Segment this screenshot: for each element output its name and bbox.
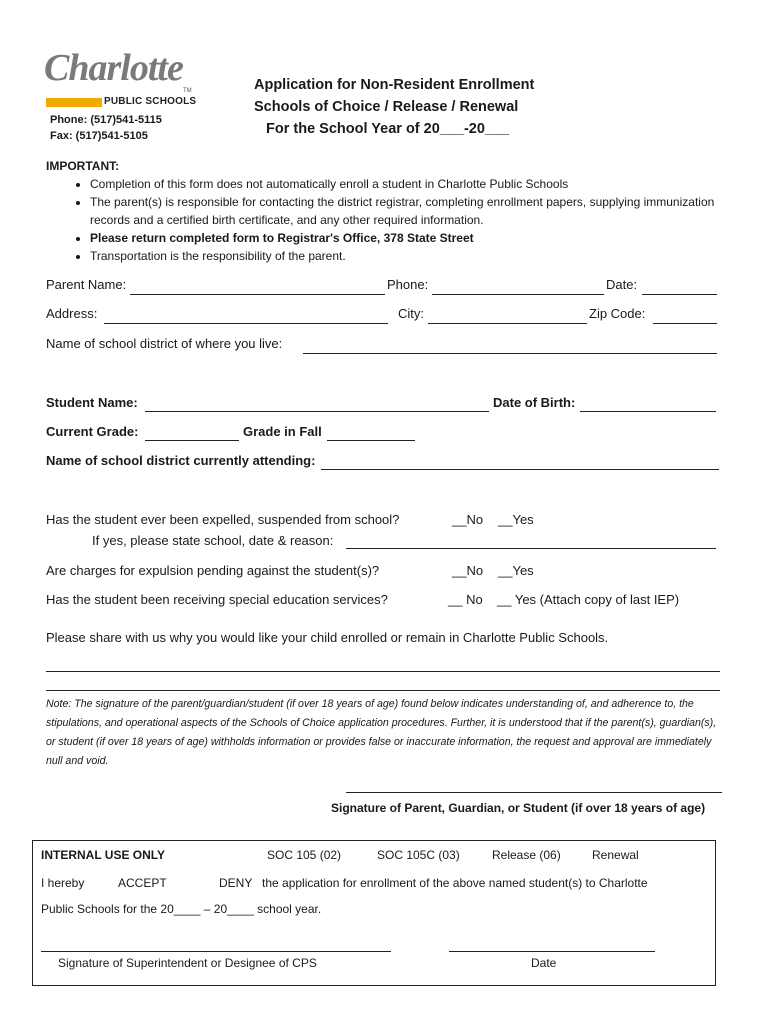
important-list	[48, 175, 750, 265]
current-district-field[interactable]	[321, 469, 719, 470]
pending-no-option[interactable]: __No	[452, 563, 484, 578]
share-reason-line-1[interactable]	[46, 671, 720, 672]
important-heading: IMPORTANT:	[46, 159, 120, 173]
share-reason-line-2[interactable]	[46, 690, 720, 691]
grade-in-fall-label: Grade in Fall	[243, 424, 322, 439]
grade-in-fall-field[interactable]	[327, 440, 415, 441]
share-reason-prompt: Please share with us why you would like your child enrolled or remain in Charlotte Public Schools.	[46, 630, 609, 645]
dob-label: Date of Birth:	[493, 395, 576, 410]
internal-date-label: Date	[531, 956, 557, 970]
zip-field[interactable]	[653, 323, 717, 324]
special-ed-question: Has the student been receiving special education services?	[46, 592, 388, 607]
soc-105c-option[interactable]: SOC 105C (03)	[377, 848, 460, 862]
parent-date-label: Date:	[606, 277, 638, 292]
internal-date-field[interactable]	[449, 951, 655, 952]
internal-use-heading: INTERNAL USE ONLY	[41, 848, 166, 862]
important-item: • Transportation is the responsibility of the parent.	[90, 247, 750, 265]
current-grade-label: Current Grade:	[46, 424, 139, 439]
renewal-option[interactable]: Renewal	[592, 848, 639, 862]
application-text: the application for enrollment of the above named student(s) to Charlotte	[262, 876, 648, 890]
student-name-field[interactable]	[145, 411, 489, 412]
special-ed-yes-option[interactable]: __ Yes (Attach copy of last IEP)	[497, 592, 680, 607]
parent-name-field[interactable]	[130, 294, 385, 295]
parent-phone-field[interactable]	[432, 294, 604, 295]
city-field[interactable]	[428, 323, 587, 324]
expelled-details-field[interactable]	[346, 548, 716, 549]
parent-signature-field[interactable]	[346, 792, 722, 793]
important-item: • Please return completed form to Registrar's Office, 378 State Street	[90, 229, 750, 247]
address-field[interactable]	[104, 323, 388, 324]
deny-option[interactable]: DENY	[219, 876, 253, 890]
release-option[interactable]: Release (06)	[492, 848, 561, 862]
pending-yes-option[interactable]: __Yes	[498, 563, 534, 578]
special-ed-no-option[interactable]: __ No	[448, 592, 483, 607]
pending-charges-question: Are charges for expulsion pending against the student(s)?	[46, 563, 380, 578]
school-year-text: Public Schools for the 20____ – 20____ school year.	[41, 902, 322, 916]
city-label: City:	[398, 306, 424, 321]
current-grade-field[interactable]	[145, 440, 239, 441]
expelled-no-option[interactable]: __No	[452, 512, 484, 527]
parent-phone-label: Phone:	[387, 277, 429, 292]
form-title-line-1: Application for Non-Resident Enrollment	[254, 77, 535, 93]
accept-option[interactable]: ACCEPT	[118, 876, 167, 890]
legal-note: Note: The signature of the parent/guardian/student (if over 18 years of age) found below indicates understanding of, and adherence to, the stipulations, and operational aspects of the Schools of Choice application procedures. Further, it is understood that if the parent(s), guardian(s), or student (if over 18 years of age) withholds information or provides false or inaccurate information, the request and approval are immediately null and void.	[46, 698, 717, 767]
parent-signature-label: Signature of Parent, Guardian, or Student (if over 18 years of age)	[331, 801, 706, 815]
logo-trademark: TM	[183, 88, 192, 94]
logo-subtitle: PUBLIC SCHOOLS	[104, 96, 197, 107]
parent-date-field[interactable]	[642, 294, 717, 295]
parent-name-label: Parent Name:	[46, 277, 127, 292]
charlotte-logo: Charlotte	[44, 47, 183, 89]
form-title-line-2: Schools of Choice / Release / Renewal	[254, 99, 519, 115]
logo-accent-bar	[46, 98, 102, 107]
home-district-field[interactable]	[303, 353, 717, 354]
address-label: Address:	[46, 306, 98, 321]
superintendent-signature-label: Signature of Superintendent or Designee of CPS	[58, 956, 317, 970]
current-district-label: Name of school district currently attending:	[46, 453, 316, 468]
superintendent-signature-field[interactable]	[41, 951, 391, 952]
hereby-text: I hereby	[41, 876, 85, 890]
student-name-label: Student Name:	[46, 395, 138, 410]
home-district-label: Name of school district of where you live:	[46, 336, 283, 351]
fax-number: Fax: (517)541-5105	[50, 130, 148, 142]
zip-label: Zip Code:	[589, 306, 646, 321]
phone-number: Phone: (517)541-5115	[50, 114, 162, 126]
dob-field[interactable]	[580, 411, 716, 412]
form-title-line-3: For the School Year of 20___-20___	[266, 121, 510, 137]
important-item: • The parent(s) is responsible for contacting the district registrar, completing enrollment papers, supplying immunization records and a certified birth certificate, and any other required information.	[90, 193, 750, 229]
expelled-question: Has the student ever been expelled, suspended from school?	[46, 512, 400, 527]
expelled-yes-option[interactable]: __Yes	[498, 512, 534, 527]
soc-105-option[interactable]: SOC 105 (02)	[267, 848, 342, 862]
expelled-details-label: If yes, please state school, date & reason:	[92, 533, 334, 548]
important-item: • Completion of this form does not automatically enroll a student in Charlotte Public Schools	[90, 175, 750, 193]
